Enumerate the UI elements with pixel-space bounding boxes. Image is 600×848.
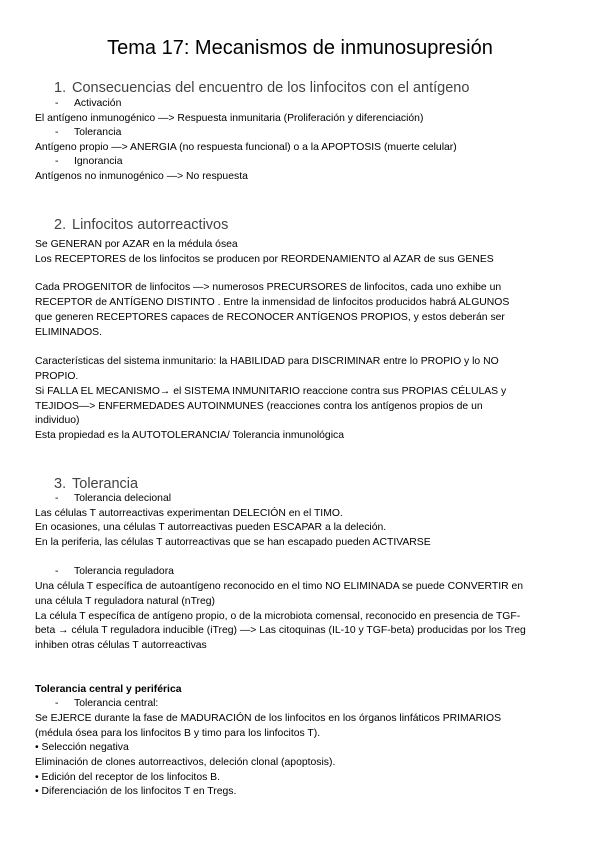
text-line: Los RECEPTORES de los linfocitos se producen por REORDENAMIENTO al AZAR de sus GENES (35, 254, 494, 265)
section-2-title: Linfocitos autorreactivos (72, 217, 229, 233)
text-line: una célula T reguladora natural (nTreg) (35, 596, 216, 607)
text-line: Se EJERCE durante la fase de MADURACIÓN de los linfocitos en los órganos linfáticos PRIMARIOS (35, 713, 502, 724)
dash-item-tolerancia: - Tolerancia (55, 127, 122, 138)
section-1-title: Consecuencias del encuentro de los linfocitos con el antígeno (72, 80, 470, 96)
text-line: Eliminación de clones autorreactivos, deleción clonal (apoptosis). (35, 757, 336, 768)
section-1-number: 1. (54, 80, 67, 96)
text-line: (médula ósea para los linfocitos B y timo para los linfocitos T). (35, 728, 321, 739)
section-3-number: 3. (54, 476, 67, 492)
list-item: • Diferenciación de los linfocitos T en Tregs. (35, 786, 237, 797)
text-line: ELIMINADOS. (35, 327, 102, 338)
section-2-heading (54, 216, 228, 234)
text-line: Antígenos no inmunogénico —> No respuesta (35, 171, 248, 182)
page-title: Tema 17: Mecanismos de inmunosupresión (107, 37, 493, 59)
text-line: que generen RECEPTORES capaces de RECONOCER ANTÍGENOS PROPIOS, y estos deberán ser (35, 312, 505, 323)
text-line: Antígeno propio —> ANERGIA (no respuesta funcional) o a la APOPTOSIS (muerte celular) (35, 142, 457, 153)
text-line: Se GENERAN por AZAR en la médula ósea (35, 239, 238, 250)
text-line: inhiben otras células T autorreactivas (35, 640, 207, 651)
text-line: individuo) (35, 415, 80, 426)
text-line: Cada PROGENITOR de linfocitos —> numerosos PRECURSORES de linfocitos, cada uno exhibe un (35, 282, 502, 293)
text-line: En la periferia, las células T autorreactivas que se han escapado pueden ACTIVARSE (35, 537, 431, 548)
dash-item-tolerancia-delecional: - Tolerancia delecional (55, 493, 172, 504)
dash-item-tolerancia-central: - Tolerancia central: (55, 698, 159, 709)
section-2-number: 2. (54, 217, 67, 233)
text-line: El antígeno inmunogénico —> Respuesta inmunitaria (Proliferación y diferenciación) (35, 113, 424, 124)
list-item: • Selección negativa (35, 742, 129, 753)
dash-item-tolerancia-reguladora: - Tolerancia reguladora (55, 566, 174, 577)
dash-item-activacion: - Activación (55, 98, 122, 109)
text-line: Las células T autorreactivas experimentan DELECIÓN en el TIMO. (35, 508, 343, 519)
dash-item-ignorancia: - Ignorancia (55, 156, 123, 167)
section-3-heading (54, 475, 138, 493)
text-line: La célula T específica de antígeno propio, o de la microbiota comensal, reconocido en presencia de TGF- (35, 611, 521, 622)
section-3-title: Tolerancia (72, 476, 139, 492)
list-item: • Edición del receptor de los linfocitos B. (35, 772, 220, 783)
text-line: Características del sistema inmunitario: la HABILIDAD para DISCRIMINAR entre lo PROPIO y lo NO (35, 356, 499, 367)
section-4-heading: Tolerancia central y periférica (35, 684, 182, 695)
text-line: TEJIDOS—> ENFERMEDADES AUTOINMUNES (reacciones contra los antígenos propios de un (35, 401, 483, 412)
text-line: Si FALLA EL MECANISMO→ el SISTEMA INMUNITARIO reaccione contra sus PROPIAS CÉLULAS y (35, 386, 507, 397)
text-line: PROPIO. (35, 371, 79, 382)
section-1-heading (54, 79, 469, 97)
text-line: Esta propiedad es la AUTOTOLERANCIA/ Tolerancia inmunológica (35, 430, 344, 441)
text-line: En ocasiones, una células T autorreactivas pueden ESCAPAR a la deleción. (35, 522, 387, 533)
text-line: RECEPTOR de ANTÍGENO DISTINTO . Entre la inmensidad de linfocitos producidos habrá ALGUNOS (35, 297, 510, 308)
text-line: beta → célula T reguladora inducible (iTreg) —> Las citoquinas (IL-10 y TGF-beta) producidas por los Treg (35, 625, 526, 636)
text-line: Una célula T específica de autoantígeno reconocido en el timo NO ELIMINADA se puede CONVERTIR en (35, 581, 524, 592)
